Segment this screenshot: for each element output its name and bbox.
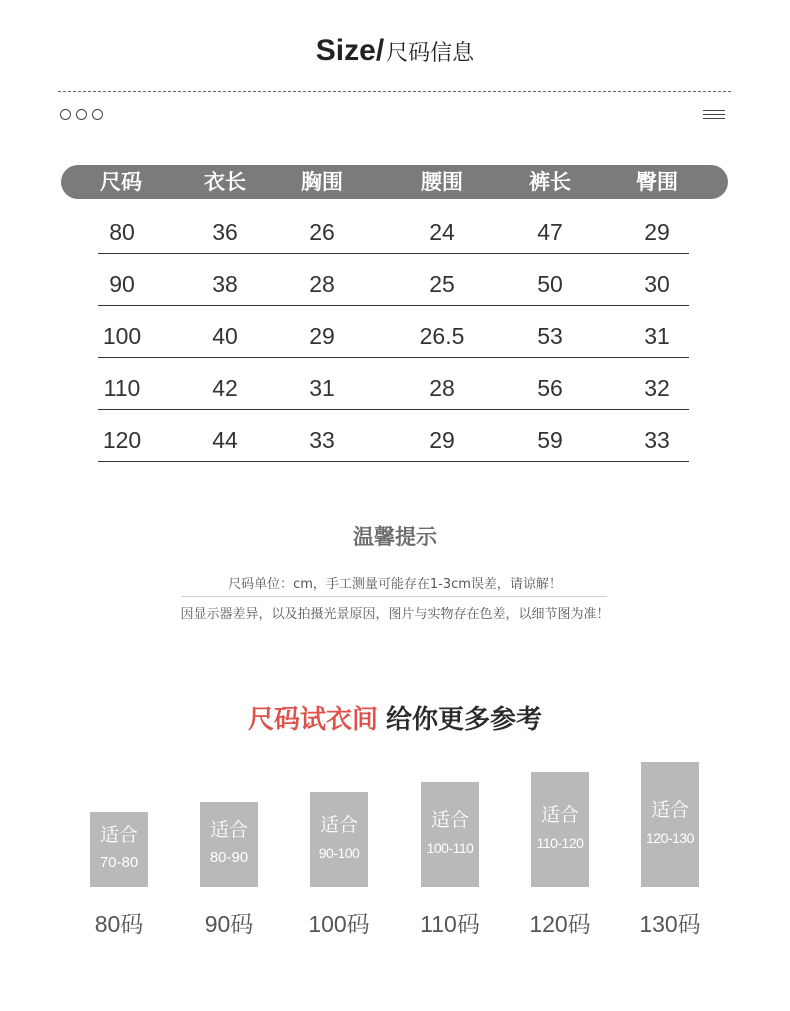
- size-label: 120码: [529, 911, 591, 937]
- fit-range: 70-80: [99, 854, 139, 871]
- cell: 53: [537, 323, 563, 349]
- fit-range: 90-100: [318, 845, 360, 861]
- tips-divider: [182, 596, 607, 597]
- cell: 120: [102, 427, 142, 453]
- cell: 30: [644, 271, 670, 297]
- cell: 100: [102, 323, 142, 349]
- table-row: [98, 253, 689, 306]
- cell: 50: [537, 271, 563, 297]
- fit-label: 适合: [99, 824, 138, 846]
- fit-label: 适合: [319, 814, 358, 836]
- fit-label: 适合: [650, 799, 689, 821]
- tips-title: 温馨提示: [353, 525, 437, 549]
- fit-box-120: [531, 772, 589, 887]
- cell: 47: [537, 219, 563, 245]
- fit-label: 适合: [430, 809, 469, 831]
- header-size: 尺码: [100, 170, 142, 194]
- three-circles-icon: [60, 109, 103, 120]
- cell: 56: [537, 375, 563, 401]
- fit-box-130: [641, 762, 699, 887]
- table-row: [98, 357, 689, 410]
- header-length: 衣长: [204, 170, 246, 194]
- fit-range: 80-90: [209, 849, 249, 866]
- cell: 31: [644, 323, 670, 349]
- page-title: [0, 34, 790, 68]
- size-table-header: [61, 165, 728, 199]
- header-hip: 臀围: [636, 170, 678, 194]
- size-label: 130码: [639, 911, 701, 937]
- fitting-room-title: [0, 699, 790, 736]
- cell: 26.5: [419, 323, 465, 349]
- cell: 28: [309, 271, 335, 297]
- fit-box-90: [200, 802, 258, 887]
- cell: 29: [644, 219, 670, 245]
- size-label: 110码: [420, 911, 480, 937]
- size-label: 90码: [204, 911, 254, 937]
- cell: 40: [212, 323, 238, 349]
- cell: 24: [429, 219, 455, 245]
- cell: 42: [212, 375, 238, 401]
- fit-label: 适合: [540, 804, 579, 826]
- fitting-title-highlight: 尺码试衣间: [247, 705, 378, 735]
- cell: 33: [644, 427, 670, 453]
- cell: 90: [109, 271, 135, 297]
- header-chest: 胸围: [301, 170, 343, 194]
- cell: 44: [212, 427, 238, 453]
- table-row: [98, 305, 689, 358]
- size-label: 80码: [94, 911, 144, 937]
- cell: 80: [109, 219, 135, 245]
- table-row: [98, 409, 689, 462]
- cell: 32: [644, 375, 670, 401]
- tip-color-note: 因显示器差异，以及拍摄光景原因，图片与实物存在色差，以细节图为准！: [180, 607, 610, 622]
- fit-range: 120-130: [646, 830, 694, 846]
- header-waist: 腰围: [421, 170, 463, 194]
- cell: 33: [309, 427, 335, 453]
- fit-range: 100-110: [426, 840, 474, 856]
- table-row: [98, 201, 689, 254]
- fit-label: 适合: [209, 819, 248, 841]
- cell: 31: [309, 375, 335, 401]
- cell: 26: [309, 219, 335, 245]
- fit-range: 110-120: [536, 835, 584, 851]
- cell: 36: [212, 219, 238, 245]
- cell: 28: [429, 375, 455, 401]
- title-english: Size/: [315, 34, 385, 67]
- cell: 110: [103, 375, 141, 401]
- dashed-divider: [58, 91, 731, 92]
- fitting-title-rest: 给你更多参考: [386, 705, 543, 735]
- header-pants-length: 裤长: [529, 170, 571, 194]
- cell: 25: [429, 271, 455, 297]
- cell: 29: [429, 427, 455, 453]
- tip-measurement-note: 尺码单位：cm，手工测量可能存在1-3cm误差，请谅解！: [228, 577, 562, 592]
- cell: 38: [212, 271, 238, 297]
- title-chinese: 尺码信息: [386, 41, 475, 66]
- cell: 59: [537, 427, 563, 453]
- cell: 29: [309, 323, 335, 349]
- size-label: 100码: [308, 911, 370, 937]
- fit-box-100: [310, 792, 368, 887]
- fit-box-110: [421, 782, 479, 887]
- hamburger-menu-icon: [703, 110, 725, 122]
- fit-box-80: [90, 812, 148, 887]
